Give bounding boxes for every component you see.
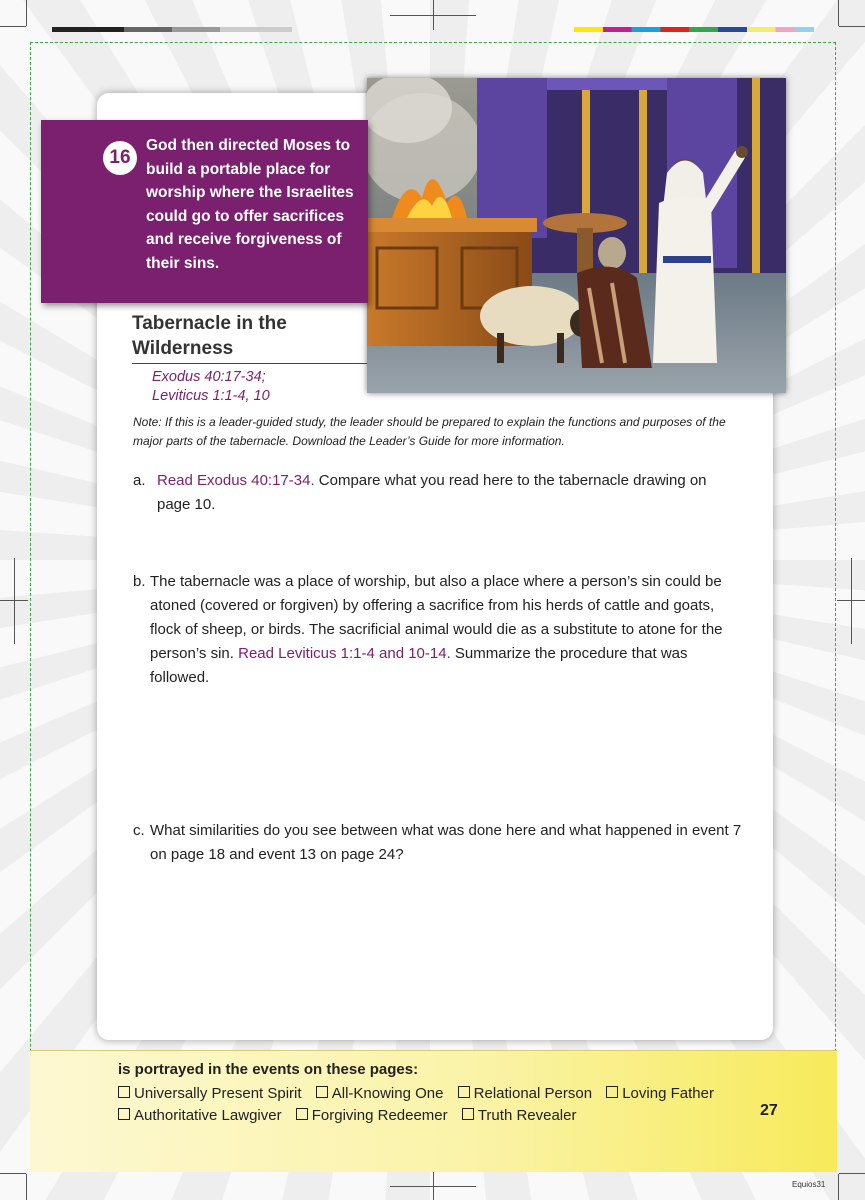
question-body bbox=[150, 570, 743, 690]
checkbox-icon[interactable] bbox=[458, 1086, 470, 1098]
question-text: Summarize the procedure that was followed. bbox=[150, 645, 688, 686]
attribute-label: Loving Father bbox=[622, 1085, 714, 1102]
event-number-badge: 16 bbox=[103, 141, 137, 175]
attribute-checkbox[interactable] bbox=[296, 1107, 448, 1124]
question-letter: a. bbox=[133, 472, 146, 489]
page-number: 27 bbox=[760, 1102, 778, 1119]
registration-bar-left bbox=[52, 27, 292, 32]
attribute-checkbox[interactable] bbox=[118, 1107, 282, 1124]
checkbox-icon[interactable] bbox=[606, 1086, 618, 1098]
attribute-checkbox[interactable] bbox=[606, 1085, 714, 1102]
question-text: What similarities do you see between what was done here and what happened in event 7 on page 18 and event 13 on page 24? bbox=[150, 822, 742, 863]
crop-mark bbox=[0, 26, 26, 27]
attributes-row-1 bbox=[118, 1085, 724, 1102]
attribute-label: Relational Person bbox=[473, 1085, 593, 1102]
reference-line: Leviticus 1:1-4, 10 bbox=[152, 388, 270, 404]
scripture-link[interactable]: Read Exodus 40:17-34. bbox=[157, 472, 315, 489]
attribute-label: Forgiving Redeemer bbox=[311, 1107, 448, 1124]
question-a bbox=[133, 469, 743, 517]
illustration-svg bbox=[367, 78, 786, 393]
trim-line-top bbox=[30, 42, 836, 43]
crop-mark bbox=[433, 1170, 434, 1200]
trim-line-right bbox=[835, 42, 836, 1157]
crop-mark bbox=[26, 1174, 27, 1200]
registration-bar-right bbox=[574, 27, 814, 32]
crop-mark bbox=[390, 1186, 476, 1187]
crop-mark bbox=[0, 1173, 26, 1174]
attribute-label: Truth Revealer bbox=[477, 1107, 577, 1124]
attribute-label: Universally Present Spirit bbox=[134, 1085, 302, 1102]
reference-line: Exodus 40:17-34; bbox=[152, 369, 266, 385]
question-text: The tabernacle was a place of worship, but also a place where a person’s sin could be atoned (covered or forgiven) by offering a sacrifice from his herds of cattle and goats, flock of sheep, or birds. The sacrificial animal would die as a substitute to atone for the person’s sin. bbox=[150, 573, 723, 662]
attributes-heading: is portrayed in the events on these pages: bbox=[118, 1061, 419, 1078]
scripture-link[interactable]: Read Leviticus 1:1-4 and 10-14. bbox=[238, 645, 451, 662]
attribute-label: Authoritative Lawgiver bbox=[134, 1107, 282, 1124]
attribute-checkbox[interactable] bbox=[118, 1085, 302, 1102]
attribute-label: All-Knowing One bbox=[331, 1085, 444, 1102]
checkbox-icon[interactable] bbox=[296, 1108, 308, 1120]
attribute-checkbox[interactable] bbox=[316, 1085, 444, 1102]
attributes-row-2 bbox=[118, 1107, 586, 1124]
leader-note: Note: If this is a leader-guided study, the leader should be prepared to explain the functions and purposes of the major parts of the tabernacle. Download the Leader’s Guide for more information. bbox=[133, 415, 726, 448]
checkbox-icon[interactable] bbox=[118, 1086, 130, 1098]
question-letter: b. bbox=[133, 573, 146, 590]
crop-mark bbox=[838, 0, 839, 26]
crop-mark bbox=[839, 1173, 865, 1174]
question-letter: c. bbox=[133, 822, 145, 839]
attribute-checkbox[interactable] bbox=[458, 1085, 592, 1102]
question-b bbox=[133, 570, 743, 690]
event-banner-text: God then directed Moses to build a portable place for worship where the Israelites could go to offer sacrifices and receive forgiveness of their sins. bbox=[146, 137, 354, 272]
checkbox-icon[interactable] bbox=[118, 1108, 130, 1120]
crop-mark bbox=[838, 1174, 839, 1200]
crop-mark bbox=[839, 26, 865, 27]
crop-mark bbox=[14, 558, 15, 644]
event-title: Tabernacle in the Wilderness bbox=[132, 311, 367, 364]
checkbox-icon[interactable] bbox=[316, 1086, 328, 1098]
scripture-references bbox=[152, 368, 270, 406]
question-body bbox=[157, 469, 743, 517]
tabernacle-sacrifice-illustration bbox=[367, 78, 786, 393]
attribute-checkbox[interactable] bbox=[462, 1107, 577, 1124]
crop-mark bbox=[390, 15, 476, 16]
crop-mark bbox=[26, 0, 27, 26]
question-c bbox=[133, 819, 743, 867]
checkbox-icon[interactable] bbox=[462, 1108, 474, 1120]
file-code: Equios31 bbox=[792, 1180, 826, 1189]
crop-mark bbox=[851, 558, 852, 644]
trim-line-left bbox=[30, 42, 31, 1157]
question-text: Compare what you read here to the tabernacle drawing on page 10. bbox=[157, 472, 707, 513]
